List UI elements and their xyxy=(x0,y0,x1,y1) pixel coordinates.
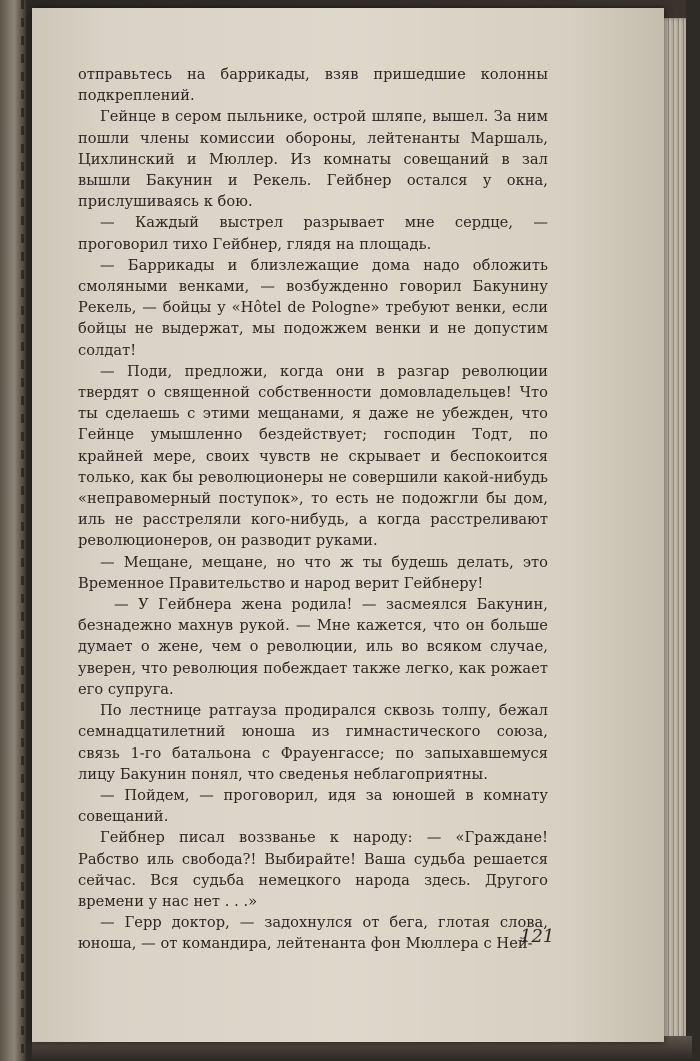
paragraph: — Каждый выстрел разрывает мне сердце, — проговорил тихо Гейбнер, глядя на площадь. xyxy=(78,214,548,253)
paragraph: — Поди, предложи, когда они в разгар революции твердят о священной собственности домовладельцев! Что ты сделаешь с этими мещанами, я даже не убежден, что Гейнце умышленно бездействует; господин Тодт, по крайней мере, своих чувств не скрывает и беспокоится только, как бы революционеры не совершили какой-нибудь «неправомерный поступок», то есть не подожгли бы дом, иль не расстреляли кого-нибудь, а когда расстреливают революционеров, он разводит руками. xyxy=(78,362,548,550)
paragraph: — Баррикады и близлежащие дома надо обложить смоляными венками, — возбужденно говорил Бакунину Рекель, — бойцы у «Hôtel de Pologne» требуют венки, если бойцы не выдержат, мы подожжем венки и не допустим солдат! xyxy=(78,256,548,359)
paragraph: отправьтесь на баррикады, взяв пришедшие колонны подкреплений. xyxy=(78,66,548,105)
paragraph: По лестнице ратгауза продирался сквозь толпу, бежал семнадцатилетний юноша из гимнастического союза, связь 1-го батальона с Фрауенгассе; по запыхавшемуся лицу Бакунин понял, что сведенья неблагоприятны. xyxy=(78,702,548,783)
paragraph: — Мещане, мещане, но что ж ты будешь делать, это Временное Правительство и народ верит Гейбнеру! xyxy=(78,553,548,592)
paragraph: Гейбнер писал воззванье к народу: — «Граждане! Рабство иль свобода?! Выбирайте! Ваша судьба решается сейчас. Вся судьба немецкого народа здесь. Другого времени у нас нет . . .» xyxy=(78,829,548,910)
paragraph: — У Гейбнера жена родила! — засмеялся Бакунин, безнадежно махнув рукой. — Мне кажется, что он больше думает о жене, чем о революции, иль во всяком случае, уверен, что революция побеждает также легко, как рожает его супруга. xyxy=(78,596,548,698)
paragraph: — Герр доктор, — задохнулся от бега, глотая слова, юноша, — от командира, лейтенанта фон Мюллера с Ней- xyxy=(78,914,548,953)
page-body-text xyxy=(78,64,548,955)
paragraph: — Пойдем, — проговорил, идя за юношей в комнату совещаний. xyxy=(78,786,548,826)
page-number: 121 xyxy=(520,926,555,947)
book-cover-edge xyxy=(686,0,700,1061)
facing-page-edge xyxy=(0,0,26,1061)
paragraph: Гейнце в сером пыльнике, острой шляпе, вышел. За ним пошли члены комиссии обороны, лейтенанты Маршаль, Цихлинский и Мюллер. Из комнаты совещаний в зал вышли Бакунин и Рекель. Гейбнер остался у окна, прислушиваясь к бою. xyxy=(78,108,548,211)
